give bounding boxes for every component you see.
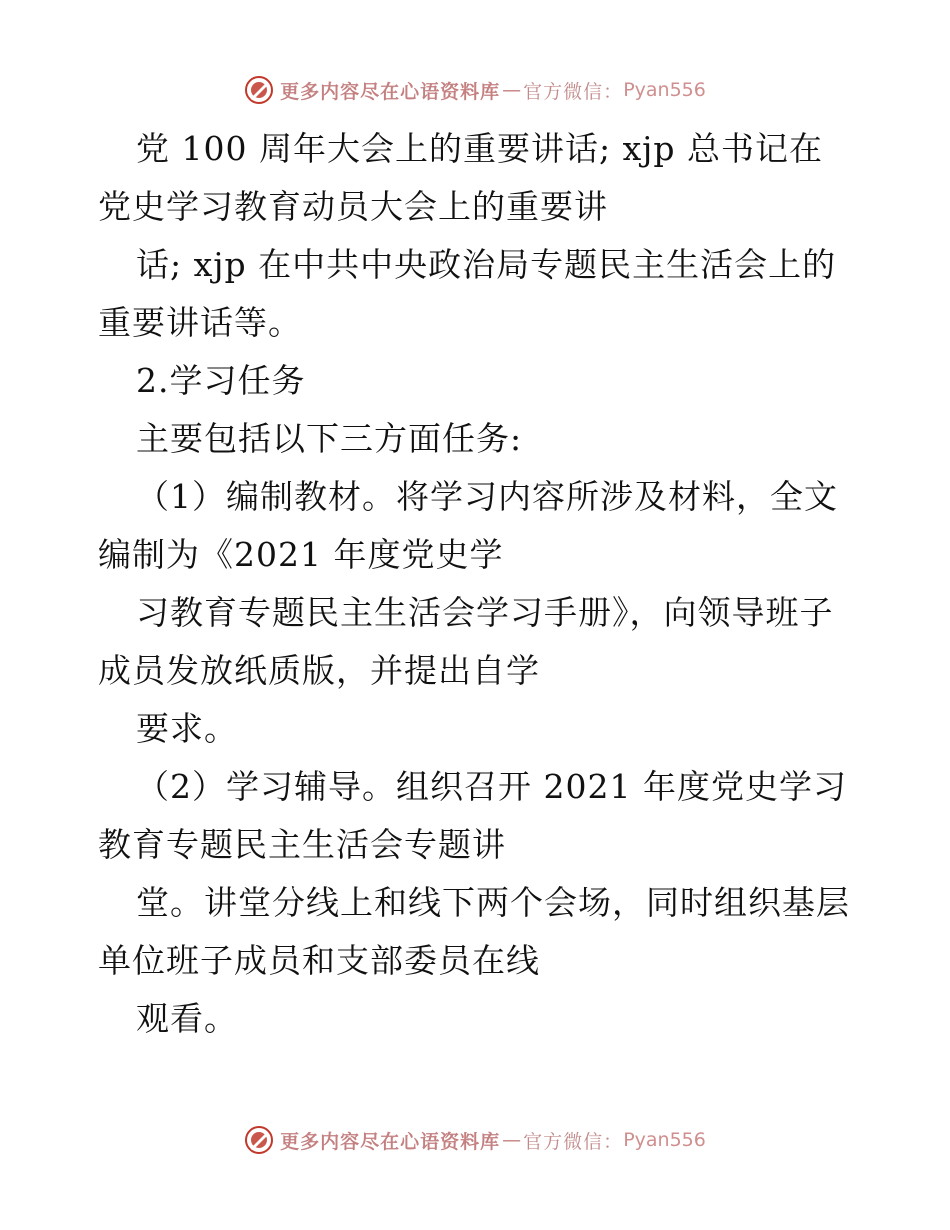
text-line: 堂。讲堂分线上和线下两个会场，同时组织基层 (136, 883, 850, 922)
text-line: 党 100 周年大会上的重要讲话; xjp 总书记在 (136, 129, 824, 168)
footer-watermark (0, 1120, 950, 1160)
watermark-wechat-id: Pyan556 (623, 1129, 706, 1151)
watermark-dash: — (502, 79, 522, 101)
text-line: 重要讲话等。 (98, 303, 302, 342)
text-line: 要求。 (136, 709, 238, 748)
text-line: 编制为《2021 年度党史学 (98, 535, 504, 574)
watermark-wechat-label: 官方微信： (523, 1130, 624, 1153)
pen-logo-icon (244, 75, 274, 105)
text-line: （1）编制教材。将学习内容所涉及材料，全文 (136, 477, 838, 516)
text-line: （2）学习辅导。组织召开 2021 年度党史学习 (136, 767, 847, 806)
text-line: 观看。 (136, 999, 238, 1038)
section-heading: 2.学习任务 (136, 361, 306, 400)
watermark-wechat-id: Pyan556 (623, 79, 706, 101)
text-line: 习教育专题民主生活会学习手册》，向领导班子 (136, 593, 834, 632)
watermark-title: 更多内容尽在心语资料库 (280, 80, 501, 103)
text-line: 主要包括以下三方面任务: (136, 419, 523, 458)
text-line: 话; xjp 在中共中央政治局专题民主生活会上的 (136, 245, 837, 284)
pen-logo-icon (244, 1125, 274, 1155)
header-watermark (0, 70, 950, 110)
text-line: 成员发放纸质版，并提出自学 (98, 651, 540, 690)
watermark-wechat-label: 官方微信： (523, 80, 624, 103)
text-line: 教育专题民主生活会专题讲 (98, 825, 506, 864)
watermark-title: 更多内容尽在心语资料库 (280, 1130, 501, 1153)
text-line: 党史学习教育动员大会上的重要讲 (98, 187, 608, 226)
watermark-dash: — (502, 1129, 522, 1151)
text-line: 单位班子成员和支部委员在线 (98, 941, 540, 980)
